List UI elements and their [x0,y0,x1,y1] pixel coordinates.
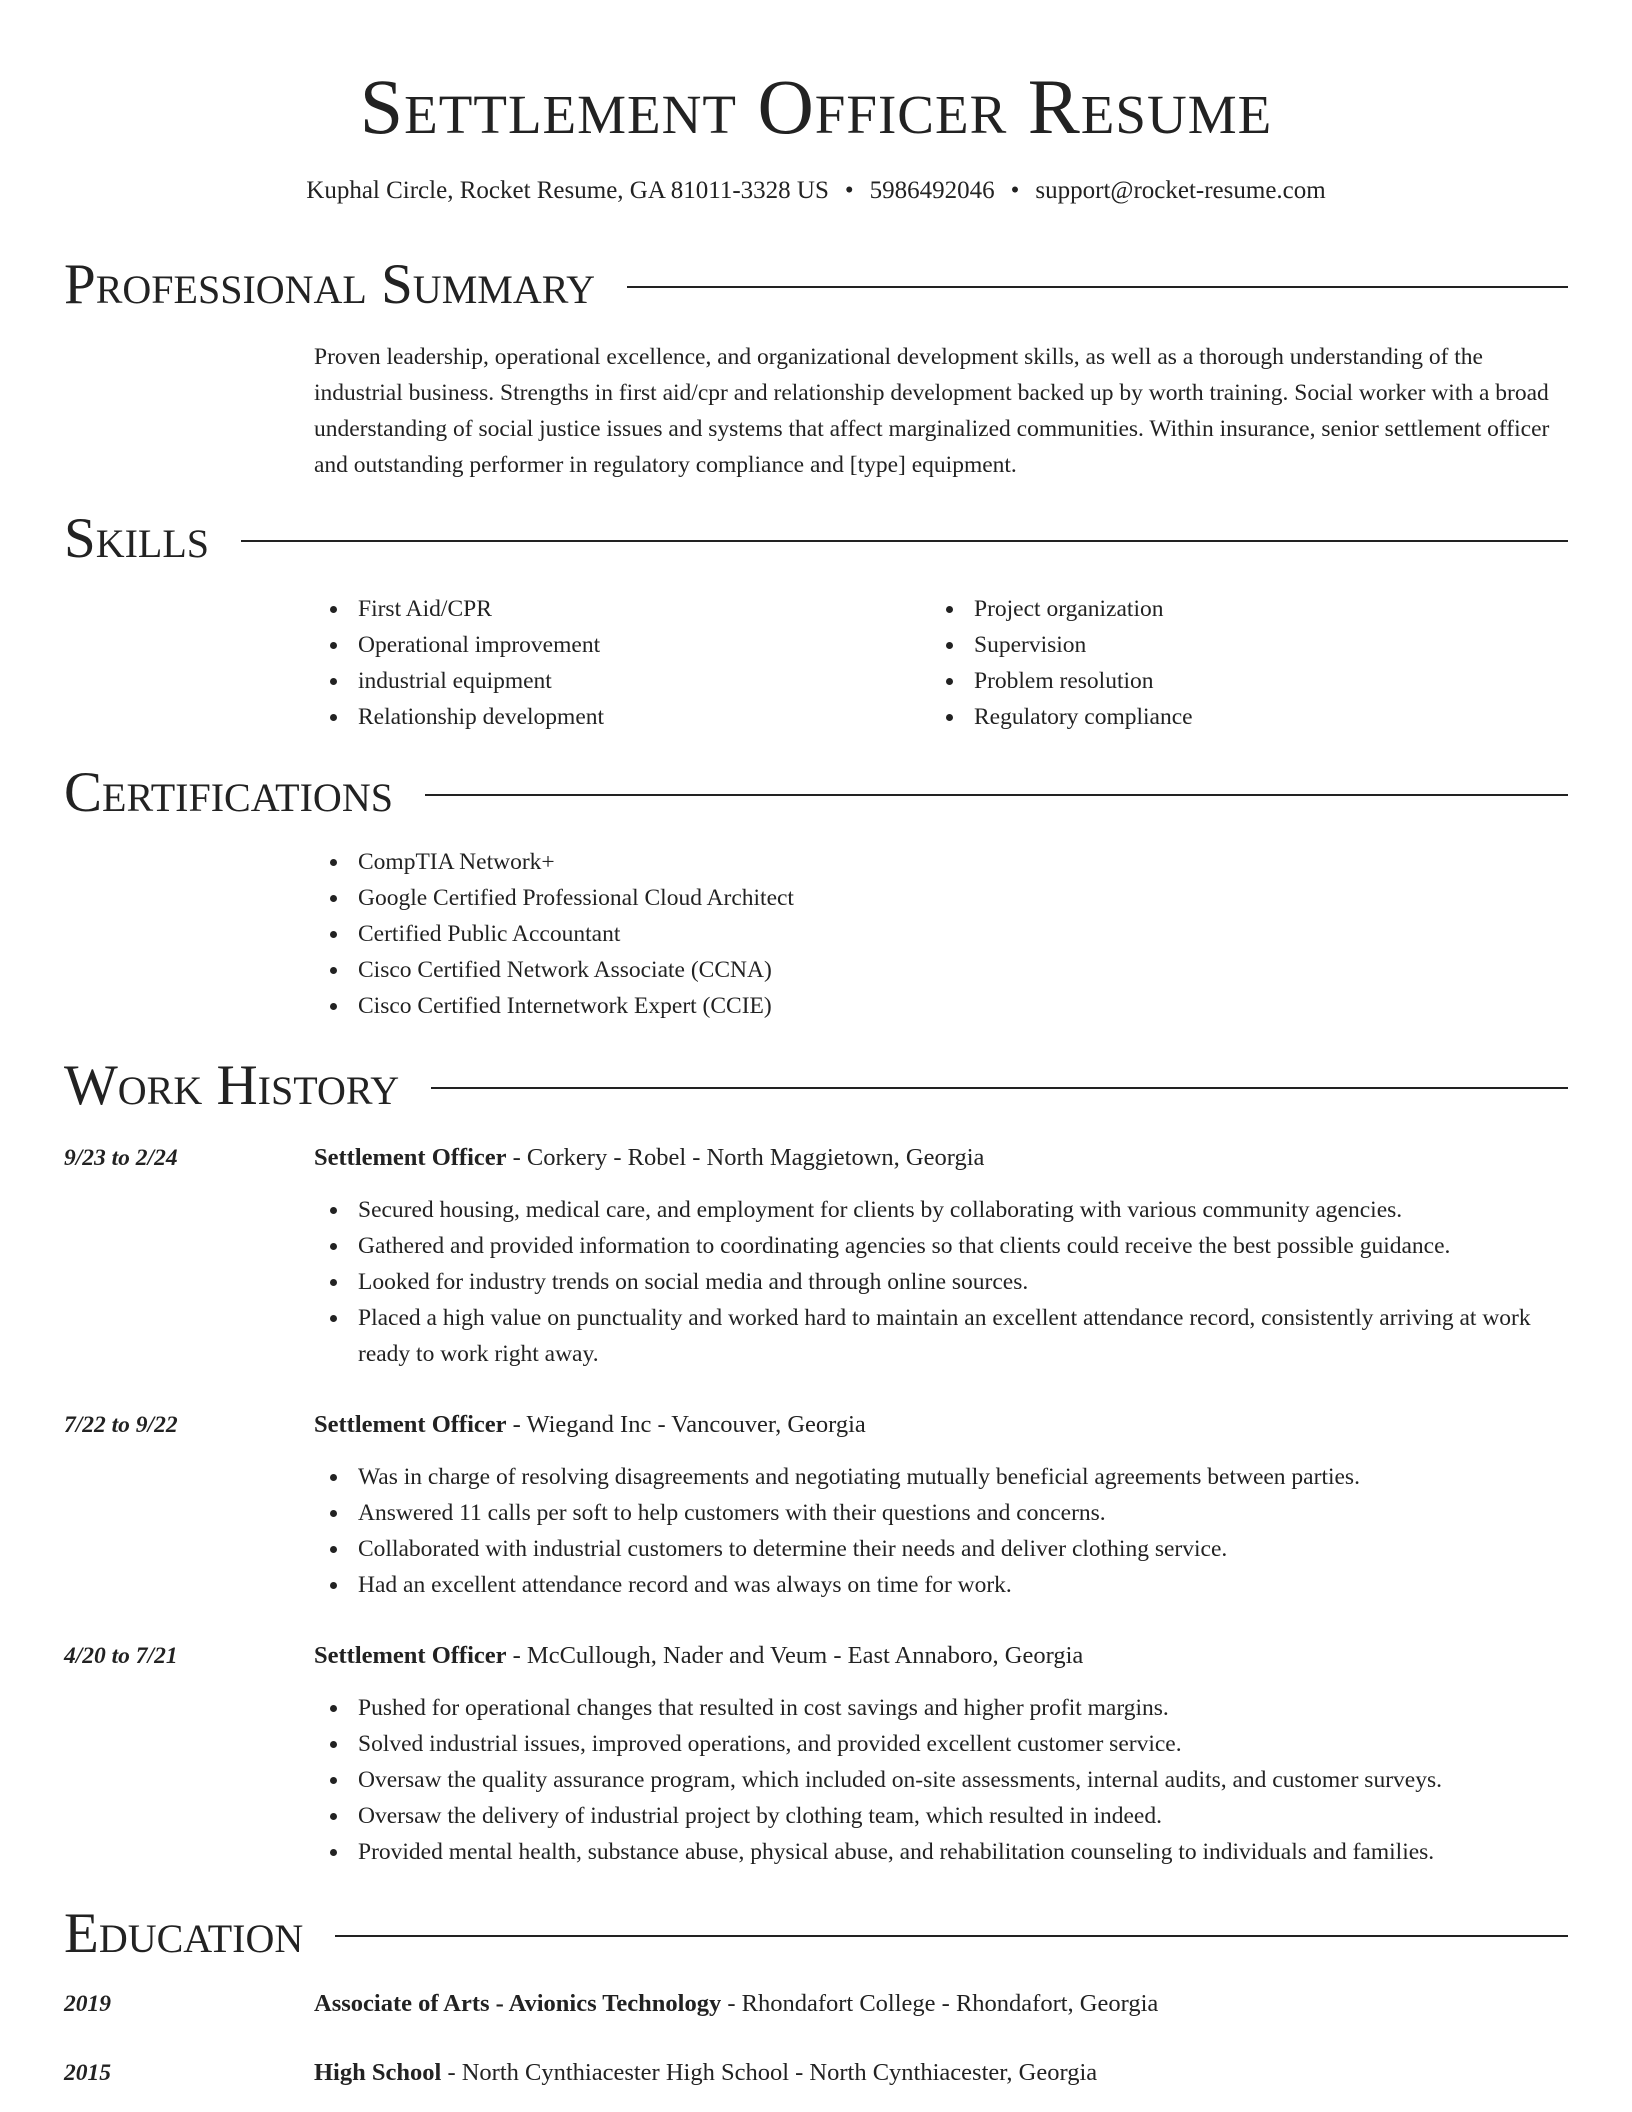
skill-item: Problem resolution [930,663,1193,699]
certification-item: Cisco Certified Network Associate (CCNA) [314,952,794,988]
job-details: - Wiegand Inc - Vancouver, Georgia [506,1411,866,1438]
job-duty: Placed a high value on punctuality and worked hard to maintain an excellent attendance record, consistently arriving at work ready to work right away. [314,1300,1568,1372]
contact-separator: • [1010,177,1020,204]
skill-item: Operational improvement [314,627,604,663]
section-title: Skills [64,507,210,570]
section-heading-work-history [64,1053,1568,1119]
job-duty: Oversaw the quality assurance program, which included on-site assessments, internal audits, and customer surveys. [314,1762,1568,1798]
contact-email: support@rocket-resume.com [1035,177,1326,204]
skill-item: Regulatory compliance [930,699,1193,735]
education-year: 2019 [64,1991,111,2017]
section-heading-education [64,1901,1568,1967]
skills-list-right [930,591,1193,735]
job-heading [314,1638,1083,1674]
job-duty: Solved industrial issues, improved operations, and provided excellent customer service. [314,1726,1568,1762]
job-duties-list [314,1459,1568,1603]
job-heading [314,1140,984,1176]
section-title: Certifications [64,761,393,824]
job-duties-list [314,1192,1568,1372]
job-dates: 7/22 to 9/22 [64,1412,178,1438]
job-title: Settlement Officer [314,1144,507,1171]
job-duty: Answered 11 calls per soft to help customers with their questions and concerns. [314,1495,1568,1531]
section-title: Education [64,1902,304,1965]
job-duty: Provided mental health, substance abuse, physical abuse, and rehabilitation counseling to individuals and families. [314,1834,1568,1870]
skill-item: Supervision [930,627,1193,663]
contact-address: Kuphal Circle, Rocket Resume, GA 81011-3328 US [306,177,829,204]
contact-separator: • [844,177,854,204]
education-degree: Associate of Arts - Avionics Technology [314,1990,722,2017]
job-duties-list [314,1690,1568,1870]
section-divider [627,286,1568,288]
section-divider [425,794,1568,796]
job-duty: Looked for industry trends on social media and through online sources. [314,1264,1568,1300]
certification-item: Certified Public Accountant [314,916,794,952]
education-heading [314,1986,1158,2022]
job-title: Settlement Officer [314,1642,507,1669]
job-dates: 4/20 to 7/21 [64,1643,178,1669]
job-duty: Gathered and provided information to coordinating agencies so that clients could receive the best possible guidance. [314,1228,1568,1264]
section-divider [241,540,1568,542]
section-heading-certifications [64,760,1568,826]
education-degree: High School [314,2059,442,2086]
certification-item: Google Certified Professional Cloud Architect [314,880,794,916]
education-details: - North Cynthiacester High School - North Cynthiacester, Georgia [441,2059,1098,2086]
education-heading [314,2055,1097,2091]
job-details: - McCullough, Nader and Veum - East Annaboro, Georgia [506,1642,1084,1669]
skill-item: Project organization [930,591,1193,627]
job-duty: Was in charge of resolving disagreements and negotiating mutually beneficial agreements between parties. [314,1459,1568,1495]
certification-item: CompTIA Network+ [314,844,794,880]
job-duty: Secured housing, medical care, and employment for clients by collaborating with various community agencies. [314,1192,1568,1228]
skill-item: industrial equipment [314,663,604,699]
job-duty: Collaborated with industrial customers to determine their needs and deliver clothing service. [314,1531,1568,1567]
section-title: Work History [64,1054,400,1117]
section-heading-skills [64,506,1568,572]
certifications-list [314,844,794,1024]
section-divider [335,1935,1568,1937]
job-duty: Pushed for operational changes that resulted in cost savings and higher profit margins. [314,1690,1568,1726]
job-details: - Corkery - Robel - North Maggietown, Georgia [506,1144,985,1171]
education-year: 2015 [64,2060,111,2086]
skills-list-left [314,591,604,735]
education-details: - Rhondafort College - Rhondafort, Georgia [721,1990,1159,2017]
resume-title: Settlement Officer Resume [359,63,1273,150]
job-duty: Oversaw the delivery of industrial project by clothing team, which resulted in indeed. [314,1798,1568,1834]
section-title: Professional Summary [64,253,596,316]
section-heading-summary [64,252,1568,318]
job-heading [314,1407,866,1443]
job-title: Settlement Officer [314,1411,507,1438]
contact-line [64,174,1568,208]
job-dates: 9/23 to 2/24 [64,1145,178,1171]
skill-item: Relationship development [314,699,604,735]
job-duty: Had an excellent attendance record and was always on time for work. [314,1567,1568,1603]
certification-item: Cisco Certified Internetwork Expert (CCIE) [314,988,794,1024]
skill-item: First Aid/CPR [314,591,604,627]
section-divider [431,1087,1568,1089]
contact-phone: 5986492046 [869,177,995,204]
summary-text: Proven leadership, operational excellence, and organizational development skills, as well as a thorough understanding of the industrial business. Strengths in first aid/cpr and relationship development backed up by worth training. Social worker with a broad understanding of social justice issues and systems that affect marginalized communities. Within insurance, senior settlement officer and outstanding performer in regulatory compliance and [type] equipment. [314,344,1550,478]
